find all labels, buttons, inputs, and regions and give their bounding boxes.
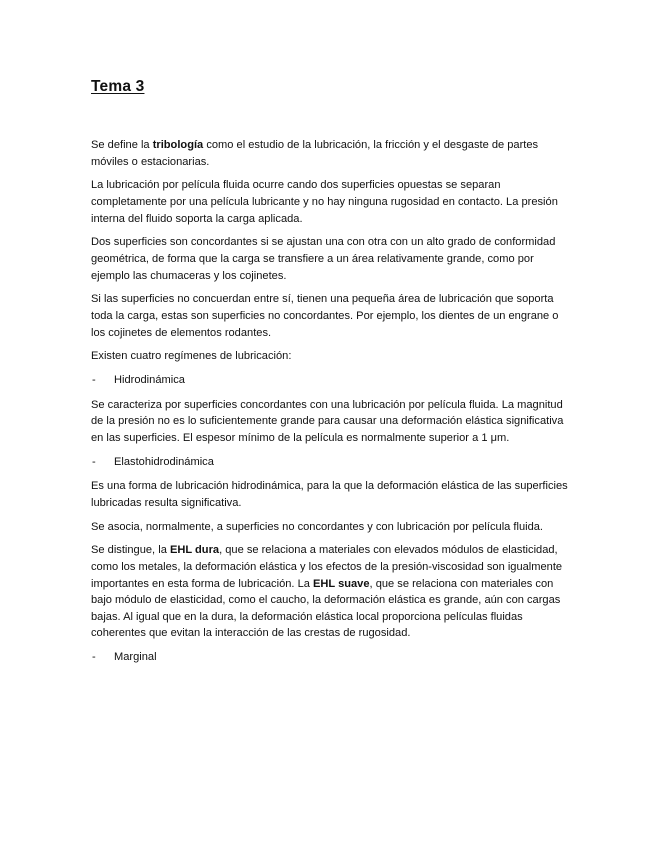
list-dash: - [92, 455, 96, 468]
paragraph-pelicula-fluida: La lubricación por película fluida ocurre cando dos superficies opuestas se separan completamente por una película lubricante y no hay ninguna rugosidad en contacto. La presión interna del fluido soporta la carga aplicada. [91, 179, 558, 225]
paragraph-regimenes: Existen cuatro regímenes de lubricación: [91, 350, 292, 363]
bold-term-ehl-suave: EHL suave [313, 577, 370, 590]
paragraph-hidrodinamica: Se caracteriza por superficies concordantes con una lubricación por película fluida. La magnitud de la presión no es lo suficientemente grande para causar una deformación elástica significativa en las superficies. El espesor mínimo de la película es normalmente superior a 1 μm. [91, 398, 564, 444]
list-item-marginal [91, 649, 569, 666]
list-dash: - [92, 651, 96, 664]
paragraph-ehl [91, 542, 569, 642]
paragraph-text: Se distingue, la [91, 544, 170, 557]
paragraph-concordantes: Dos superficies son concordantes si se ajustan una con otra con un alto grado de conformidad geométrica, de forma que la carga se transfiere a un área relativamente grande, como por ejemplo las chumaceras y los cojinetes. [91, 236, 556, 282]
paragraph-text: , que se relaciona con materiales con bajo módulo de elasticidad, como el caucho, la deformación elástica es grande, aún con cargas bajas. Al igual que en la dura, la deformación elástica local proporciona películas fluidas coherentes que evitan la interacción de las crestas de rugosidad. [91, 577, 561, 640]
list-item-hidrodinamica [91, 372, 569, 389]
page-title: Tema 3 [91, 78, 145, 95]
paragraph-no-concordantes: Si las superficies no concuerdan entre sí, tienen una pequeña área de lubricación que soporta toda la carga, estas son superficies no concordantes. Por ejemplo, los dientes de un engrane o los cojinetes de elementos rodantes. [91, 293, 559, 339]
paragraph-elastohidrodinamica: Es una forma de lubricación hidrodinámica, para la que la deformación elástica de las superficies lubricadas resulta significativa. [91, 480, 568, 509]
bold-term-tribologia: tribología [152, 139, 204, 151]
bold-term-ehl-dura: EHL dura [169, 544, 220, 557]
paragraph-text: Se define la [91, 139, 153, 151]
list-dash: - [92, 374, 96, 387]
list-item-label: Hidrodinámica [114, 374, 185, 387]
list-item-elastohidrodinamica [91, 454, 569, 471]
document-body [91, 137, 569, 674]
paragraph-text: , que se relaciona a materiales con elevados módulos de elasticidad, como los metales, la deformación elástica y los efectos de la presión-viscosidad son igualmente importantes en esta forma de lubricación. La [91, 544, 563, 590]
list-item-label: Elastohidrodinámica [114, 455, 214, 468]
list-item-label: Marginal [114, 651, 157, 664]
paragraph-no-concordantes-asocia: Se asocia, normalmente, a superficies no concordantes y con lubricación por película fluida. [91, 520, 544, 533]
paragraph-text: como el estudio de la lubricación, la fricción y el desgaste de partes móviles o estacionarias. [91, 139, 539, 168]
paragraph-tribologia [91, 137, 569, 170]
